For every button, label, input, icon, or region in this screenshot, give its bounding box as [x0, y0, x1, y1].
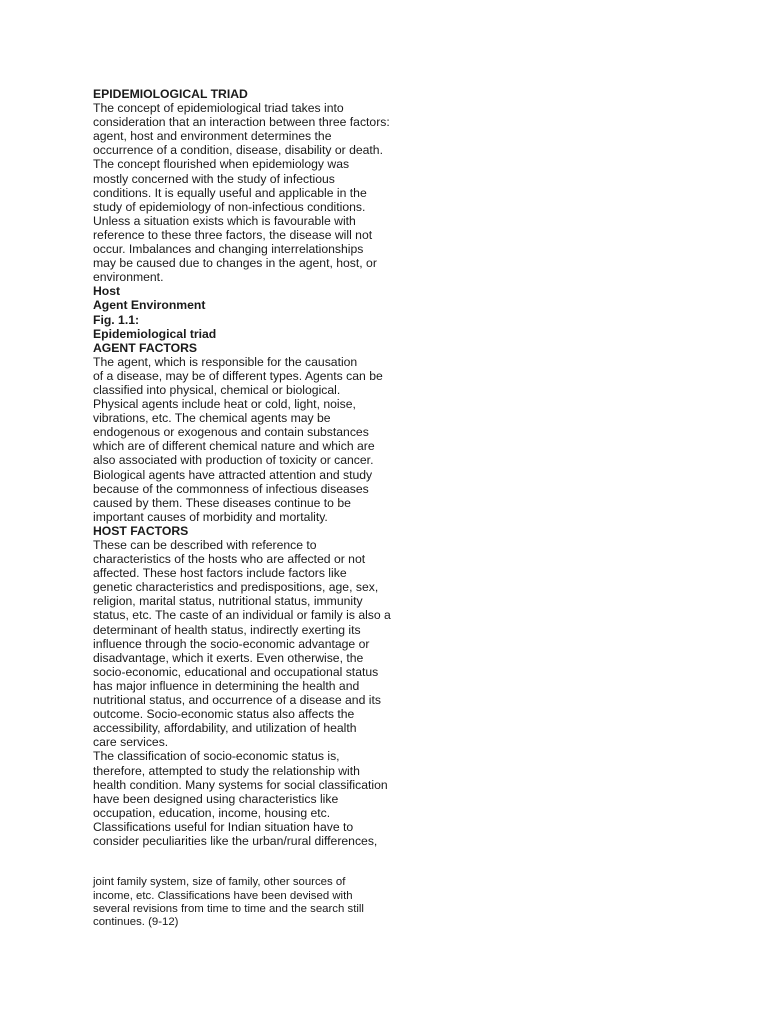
figure-agent-environment-label: Agent Environment: [93, 298, 206, 313]
section-agent-factors: [93, 341, 733, 524]
text-line: because of the commonness of infectious diseases: [93, 481, 369, 496]
text-line: The concept flourished when epidemiology was: [93, 157, 350, 172]
section-host-factors: [93, 524, 733, 848]
text-line: occurrence of a condition, disease, disability or death.: [93, 143, 383, 158]
text-line: genetic characteristics and predispositions, age, sex,: [93, 580, 379, 595]
section-heading: EPIDEMIOLOGICAL TRIAD: [93, 87, 248, 101]
text-line: determinant of health status, indirectly exerting its: [93, 622, 361, 637]
text-line: has major influence in determining the health and: [93, 678, 360, 693]
text-line: Physical agents include heat or cold, light, noise,: [93, 397, 356, 412]
text-line: also associated with production of toxicity or cancer.: [93, 453, 374, 468]
text-line: conditions. It is equally useful and applicable in the: [93, 185, 367, 200]
text-line: vibrations, etc. The chemical agents may be: [93, 411, 331, 426]
section-epidemiological-triad: [93, 87, 733, 284]
text-line: caused by them. These diseases continue to be: [93, 495, 351, 510]
text-line: Biological agents have attracted attention and study: [93, 467, 373, 482]
text-line: income, etc. Classifications have been devised with: [93, 889, 353, 902]
text-line: nutritional status, and occurrence of a disease and its: [93, 693, 381, 708]
text-line: care services.: [93, 735, 169, 750]
paragraph-gap: [93, 848, 733, 862]
text-line: environment.: [93, 270, 164, 285]
text-line: may be caused due to changes in the agent, host, or: [93, 256, 377, 271]
text-line: important causes of morbidity and mortality.: [93, 509, 328, 524]
text-line: several revisions from time to time and the search still: [93, 903, 364, 916]
text-line: endogenous or exogenous and contain substances: [93, 425, 369, 440]
paragraph-agent-factors: [93, 355, 733, 524]
text-line: of a disease, may be of different types. Agents can be: [93, 368, 383, 383]
text-line: religion, marital status, nutritional status, immunity: [93, 594, 363, 609]
paragraph-gap: [93, 862, 733, 876]
text-line: influence through the socio-economic advantage or: [93, 636, 370, 651]
section-heading: AGENT FACTORS: [93, 340, 198, 355]
text-line: consideration that an interaction between three factors:: [93, 115, 390, 130]
text-line: Unless a situation exists which is favourable with: [93, 213, 356, 228]
text-line: The concept of epidemiological triad takes into: [93, 101, 344, 116]
paragraph-host-factors: [93, 538, 733, 848]
section-heading: HOST FACTORS: [93, 523, 189, 538]
figure-caption: Epidemiological triad: [93, 326, 217, 341]
text-line: consider peculiarities like the urban/rural differences,: [93, 833, 378, 848]
paragraph-triad: [93, 101, 733, 284]
text-line: The classification of socio-economic status is,: [93, 749, 340, 764]
text-line: occupation, education, income, housing etc.: [93, 805, 331, 820]
figure-number: Fig. 1.1:: [93, 312, 140, 327]
text-line: therefore, attempted to study the relationship with: [93, 763, 360, 778]
paragraph-continuation: [93, 876, 733, 930]
text-line: The agent, which is responsible for the causation: [93, 354, 358, 369]
figure-labels: [93, 284, 733, 340]
text-line: disadvantage, which it exerts. Even otherwise, the: [93, 650, 364, 665]
text-line: Classifications useful for Indian situation have to: [93, 819, 354, 834]
text-line: outcome. Socio-economic status also affects the: [93, 707, 355, 722]
text-line: socio-economic, educational and occupational status: [93, 664, 379, 679]
text-line: joint family system, size of family, other sources of: [93, 876, 346, 889]
text-line: affected. These host factors include factors like: [93, 566, 347, 581]
text-line: have been designed using characteristics like: [93, 791, 339, 806]
text-line: mostly concerned with the study of infectious: [93, 171, 335, 186]
text-line: occur. Imbalances and changing interrelationships: [93, 242, 364, 257]
text-line: reference to these three factors, the disease will not: [93, 227, 373, 242]
text-line: accessibility, affordability, and utilization of health: [93, 721, 357, 736]
text-line: health condition. Many systems for social classification: [93, 777, 388, 792]
text-line: study of epidemiology of non-infectious conditions.: [93, 199, 366, 214]
text-line: agent, host and environment determines the: [93, 129, 332, 144]
text-line: which are of different chemical nature and which are: [93, 439, 375, 454]
text-line: characteristics of the hosts who are affected or not: [93, 552, 366, 567]
text-line: status, etc. The caste of an individual or family is also a: [93, 608, 391, 623]
document-page: [93, 87, 733, 930]
text-line: continues. (9-12): [93, 916, 179, 929]
figure-host-label: Host: [93, 284, 121, 299]
text-line: These can be described with reference to: [93, 538, 317, 552]
text-line: classified into physical, chemical or biological.: [93, 382, 341, 397]
